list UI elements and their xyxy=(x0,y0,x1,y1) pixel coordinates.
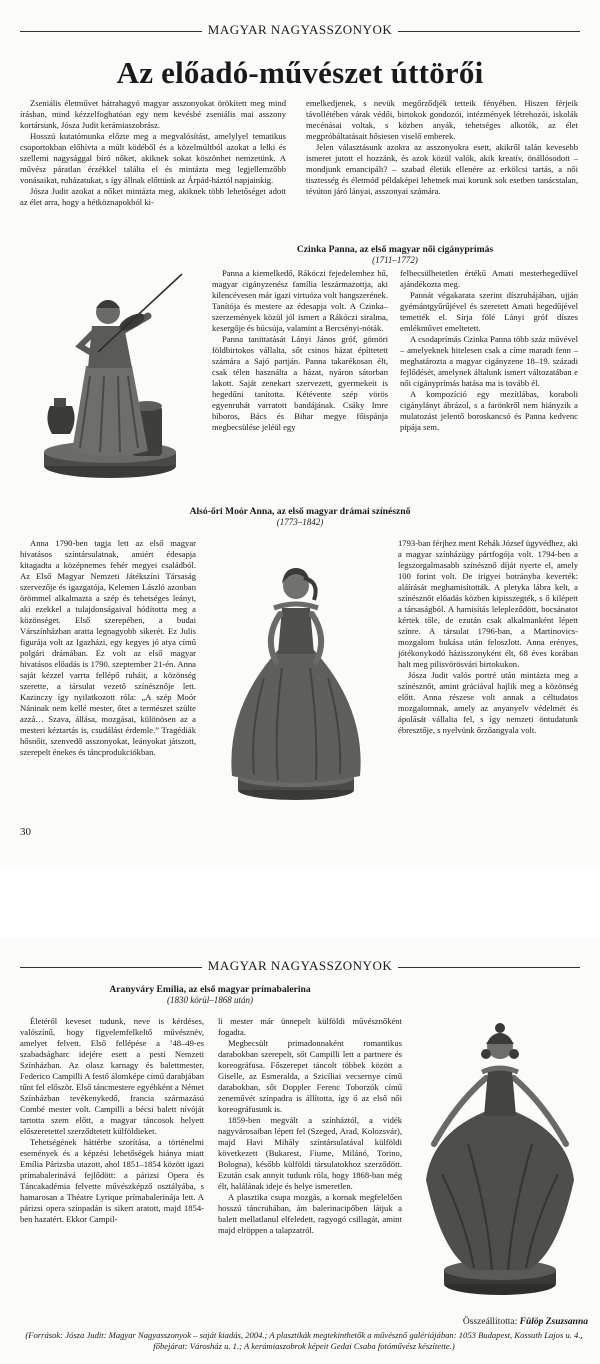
aranyvary-col2-p1: li mester már ünnepelt külföldi művésznőként fogadta. xyxy=(218,1016,402,1037)
section-moor-col2 xyxy=(398,538,578,736)
page-header-2 xyxy=(0,958,600,974)
article-title: Az előadó-művészet úttörői xyxy=(116,55,484,90)
section-aranyvary-dates: (1830 körül–1868 után) xyxy=(167,995,253,1005)
section-aranyvary-col1 xyxy=(20,1016,204,1225)
section-aranyvary-heading xyxy=(20,984,400,1005)
section-moor-dates: (1773–1842) xyxy=(276,517,324,527)
aranyvary-col2-p2: Megbecsült primadonnaként romantikus darabokban szerepelt, sőt Campilli lett a partnere és koreográfusa. Főszerepet táncolt többek között a Giselle, az Esmeralda, a Szicíliai vecsernye című darabokban, sőt Doppler Ferenc Toborzók című zeneművét színpadra is állította, így ő az első női koreográfusunk is. xyxy=(218,1038,402,1114)
czinka-col2-p2: Pannát végakarata szerint díszruhájában, ujján gyémántgyűrűjével és szeretett Amati hegedűjével temették el. Sírja fölé Lányi gróf díszes emlékművet emeltetett. xyxy=(400,290,578,333)
czinka-col1-p2: Panna tanittatását Lányi János gróf, gömöri földbirtokos vállalta, sőt csinos házat építtetett számára a Sajó partján. Panna takarékosan élt, csak télen használta a házat, nyáron sátorban lakott. Saját zenekart szervezett, gyermekeit is hegedűni tanította. Kétévente szép vörös egyenruhát varratott bandájának. Csáky Imre bíboros, Bács és Bihar megye főispánja megbecsülése jeléül egy xyxy=(212,334,388,432)
section-moor-title: Alsó-őri Moór Anna, az első magyar drámai színésznő xyxy=(189,506,411,517)
czinka-col2-p1: felbecsülhetetlen értékű Amati mesterhegedűvel ajándékozta meg. xyxy=(400,268,578,289)
moor-anna-sculpture-photo xyxy=(204,538,388,810)
section-moor-heading xyxy=(40,506,560,527)
section-czinka-col2 xyxy=(400,268,578,433)
section-aranyvary-title: Aranyváry Emília, az első magyar prímabalerina xyxy=(109,984,311,995)
page-number: 30 xyxy=(20,826,31,838)
intro-left-column xyxy=(20,98,286,208)
intro-left-p2: Hosszú kutatómunka előzte meg a megvalósítást, amelylyel tematikus csoportokban előhívta a múlt ködéből és a közelmúltból azokat a lelki és szellemi nagysággal bíró nőket, akiknek sokat köszönhet nemzetünk. A művész páratlan érzékkel találta el és mintázta meg legjellemzőbb vonásaikat, ruházatukat, s így állnak előttünk az Árpád-háztól napjainkig. xyxy=(20,131,286,185)
compiled-by-credit xyxy=(463,1317,588,1327)
czinka-col1-p1: Panna a kiemelkedő, Rákóczi fejedelemhez hű, magyar cigányzenész família leszármazottja, aki kilencévesen már igazi virtuóza volt hangszerének. Tanítója és mestere az édesapja volt. A Czinka–szerzemények közül jól ismert a Rákóczi siralma, kesergője és búcsúja, valamint a Bercsényi-nóták. xyxy=(212,268,388,333)
page-gap xyxy=(0,868,600,938)
sources-note: (Források: Jósza Judit: Magyar Nagyasszonyok – saját kiadás, 2004.; A plasztikák megtekinthetők a művésznő galériájában: 1053 Budapest, Kossuth Lajos u. 4., főbejárat: Városház u. 1.; A kerámiaszobrok képeit Gedai Csaba fotóművész készítette.) xyxy=(25,1330,583,1351)
moor-col1-p1: Anna 1790-ben tagja lett az első magyar hivatásos színtársulatnak, amiért édesapja kitagadta a középnemes fehér megyei családból. Az Első Magyar Nemzeti Játékszíni Társaság szervezője és igazgatója, Kelemen László azonban örömmel alkalmazta a szép és tehetséges leányt, aki ezekkel a tulajdonságaival hódította meg a közönséget. Első szerepében, a budai Várszínházban aratta legnagyobb sikerét. Ez Julis figurája volt az Igazházi, egy kegyes jó atya című polgári drámában. Ez volt az első magyar hivatásos előadás is 1790. szeptember 21-én. Anna saját kézzel varrta fellépő ruháit, a közönség szerette, a társulat vezető színésznője lett. Kazinczy így nyilatkozott róla: „A szép Moór Náninak nem kellé mester, őtet a természet szülte azzá… Szava, állása, mozgásai, különösen az a mesteri kéztartás is, csudálást érdemle.” Tragédiák hősnőit, szenvedő asszonyokat, leányokat játszott, szerepelt énekes és táncprodukciókban. xyxy=(20,538,196,757)
credit-label: Összeállította: xyxy=(462,1317,520,1327)
section-czinka-heading xyxy=(200,244,590,265)
section-aranyvary-col2 xyxy=(218,1016,402,1236)
page-header xyxy=(0,22,600,38)
aranyvary-col1-p2: Tehetségének háttérbe szorítása, a történelmi események és a képzési lehetőségek hiánya miatt Emília Párizsba utazott, ahol 1851–1854 között igazi prímabalerinává fejlődött: a párizsi Opera és Táncakadémia felvette művészképző osztályába, s hamarosan a Théatre Lyrique prímabalerinája lett. A párizsi opera színpadán is sikert aratott, majd 1854-ben hazatért. Ekkor Campil- xyxy=(20,1137,204,1224)
intro-right-p1: emelkedjenek, s nevük megőrződjék tetteik fényében. Hiszen férjeik távollétében várak védői, birtokok gondozói, intézmények létrehozói, iskolák mecénásai voltak, s közben anyák, tehetséges alkotók, az élet megpróbáltatásait hősiesen viselő emberek. xyxy=(306,98,578,141)
intro-left-p1: Zseniális életművet hátrahagyó magyar asszonyokat örökített meg mind írásban, mind kézzelfoghatóan egy nem kevésbé zseniális mai asszony kortársunk, Jósza Judit kerámiaszobrász. xyxy=(20,98,286,130)
section-czinka-title: Czinka Panna, az első magyar női cigányprímás xyxy=(296,244,494,255)
ballerina-figure-icon xyxy=(412,984,588,1306)
czinka-col2-p3: A csodaprímás Czinka Panna több száz művével – amelyeknek hitelesen csak a címe maradt fenn – meghatározta a magyar cigányzene 18–19. századi fejlődését, amelynek általunk ismert változatában e női cigányprímás hatása ma is tovább él. xyxy=(400,334,578,388)
aranyvary-emilia-sculpture-photo xyxy=(412,984,588,1306)
intro-right-p2: Jelen választásunk azokra az asszonyokra esett, akikről talán kevesebb ismeret jutott el hozzánk, és azok közül valók, akik kreatív, önállósodott – mondjunk emancipált? – szabad életük ellenére az erkölcsi tartás, a női tisztesség és életmód példaképei lehetnek mai korunk sok esetben tanácstalan, tévúton járó lányai, asszonyai számára. xyxy=(306,142,578,196)
section-czinka-dates: (1711–1772) xyxy=(372,255,418,265)
aranyvary-col2-p3: 1859-ben megvált a színháztól, a vidék nagyvárosaiban lépett fel (Szeged, Arad, Kolozsvár), majd Havi Mihály színtársulatával külföldi következett (Bukarest, Fiume, Milánó, Torino, Bologna), később külföldi társulatokhoz szerződött. Ezután csak annyit tudunk róla, hogy 1868-ban még élt, halálának ideje és helye ismeretlen. xyxy=(218,1115,402,1191)
section-czinka-col1 xyxy=(212,268,388,433)
page-31 xyxy=(0,938,600,1364)
intro-right-column xyxy=(306,98,578,197)
header-text: MAGYAR NAGYASSZONYOK xyxy=(202,22,398,38)
actress-figure-icon xyxy=(204,538,388,810)
czinka-col2-p4: A kompozíció egy mezítlábas, koraboli cigánylányt ábrázol, s a farönkről nem hiányzik a mulatozást jelentő boroskancsó és Panna kedvenc pipája sem. xyxy=(400,389,578,432)
violinist-figure-icon xyxy=(20,256,200,484)
moor-col2-p2: Jósza Judit valós portré után mintázta meg a színésznőt, amint gráciával hajlik meg a közönség előtt. Anna részese volt annak a céltudatos mozgalomnak, amely az anyanyelv védelmét és ápolását vállalta fel, s így nemzeti öntudatunk ébresztője, s nyelvünk őrzőangyala volt. xyxy=(398,670,578,735)
aranyvary-col1-p1: Életéről keveset tudunk, neve is kérdéses, valószínű, hogy figyelemfelkeltő művésznév, amelyet felvett. Első fellépése a ’48–49-es szabadságharc idejére esett a pesti Nemzeti Színházban. Az olasz karnagy és balettmester, Federico Campilli A festő álomképe című darabjában tűnt fel először. Első táncmestere egyébként a Német Színházban tevékenykedő, francia származású Combé mester volt. Campilli a bécsi balett nívóját tartotta szem előtt, a magyar táncosok helyett előszeretettel szerződtetett külföldieket. xyxy=(20,1016,204,1136)
intro-left-p3: Jósza Judit azokat a nőket mintázta meg, akiknek több lehetőséget adott az élet arra, hogy a hétköznapokból ki- xyxy=(20,186,286,207)
credit-author: Fülöp Zsuzsanna xyxy=(519,1317,588,1327)
section-moor-col1 xyxy=(20,538,196,758)
moor-col2-p1: 1793-ban férjhez ment Rehák József ügyvédhez, aki a magyar színházügy pártfogója volt. 1794-ben a legszorgalmasabb színésznő díját nyerte el, amely 100 forint volt. De irigyei botrányba keverték: aláírását meghamisították. A pletyka lábra kelt, a színésznőt előadás közben kipisszegték, s ő kilépett a társaságból. A hamisítás lelepleződött, bocsánatot kértek tőle, de ezután csak alkalmanként lépett színre. A társulat 1796-ban, a Martinovics-mozgalom bukása után feloszlott. Anna erényes, jótékonykodó házisszonyként élt, 68 éves korában halt meg pilisvörösvári birtokukon. xyxy=(398,538,578,669)
aranyvary-col2-p4: A plasztika csupa mozgás, a kornak megfelelően hosszú táncruhában, ám balerinacipőben látjuk a balett mellatlanul elfeledett, ragyogó csillagát, amint majd elröppen a talapzatról. xyxy=(218,1192,402,1235)
header-text-2: MAGYAR NAGYASSZONYOK xyxy=(202,958,398,974)
czinka-panna-sculpture-photo xyxy=(20,256,200,484)
